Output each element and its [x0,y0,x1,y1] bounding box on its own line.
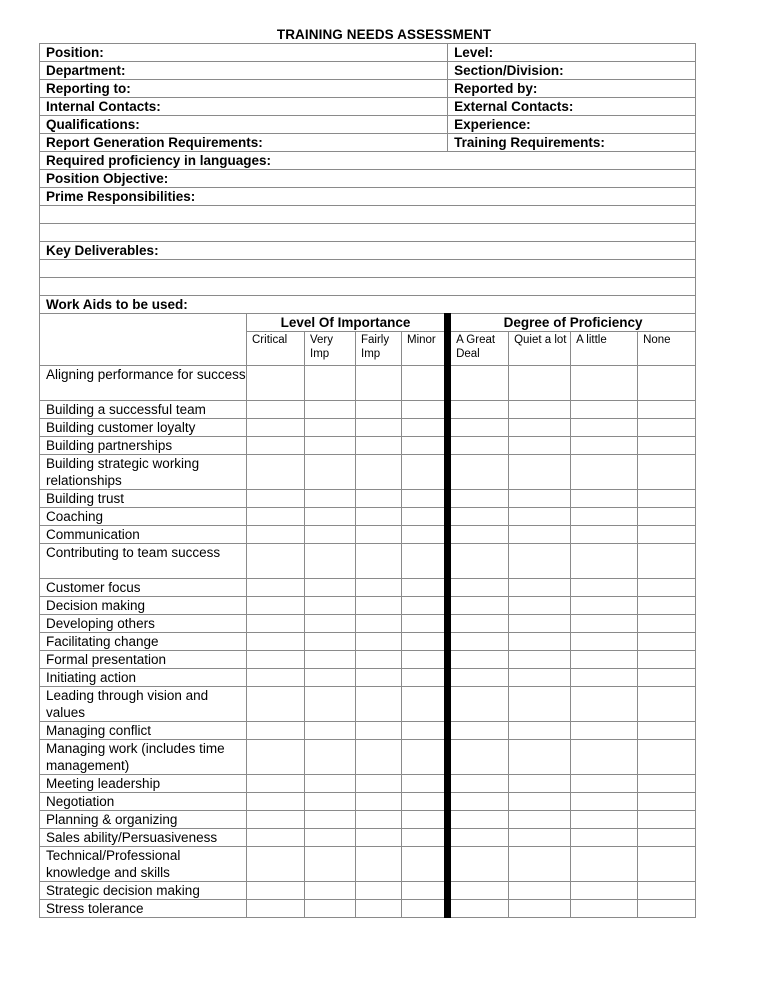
proficiency-rating-cell[interactable] [638,366,696,401]
proficiency-rating-cell[interactable] [638,793,696,811]
importance-rating-cell[interactable] [305,615,356,633]
proficiency-rating-cell[interactable] [571,722,638,740]
col-critical: Critical [247,332,305,366]
importance-rating-cell[interactable] [402,829,448,847]
proficiency-rating-cell[interactable] [509,669,571,687]
importance-rating-cell[interactable] [247,597,305,615]
proficiency-rating-cell[interactable] [571,775,638,793]
proficiency-rating-cell[interactable] [509,722,571,740]
importance-rating-cell[interactable] [247,579,305,597]
proficiency-rating-cell[interactable] [571,455,638,490]
proficiency-rating-cell[interactable] [448,597,509,615]
proficiency-rating-cell[interactable] [638,544,696,579]
col-minor: Minor [402,332,448,366]
proficiency-rating-cell[interactable] [509,811,571,829]
col-fairly-imp: Fairly Imp [356,332,402,366]
proficiency-rating-cell[interactable] [448,579,509,597]
proficiency-rating-cell[interactable] [448,775,509,793]
skill-label: Managing work (includes time management) [40,740,247,775]
degree-of-proficiency-header: Degree of Proficiency [448,314,696,332]
proficiency-rating-cell[interactable] [448,615,509,633]
col-quiet-a-lot: Quiet a lot [509,332,571,366]
importance-rating-cell[interactable] [402,579,448,597]
proficiency-rating-cell[interactable] [448,401,509,419]
proficiency-rating-cell[interactable] [638,722,696,740]
position-objective-field[interactable]: Position Objective: [40,170,696,188]
proficiency-rating-cell[interactable] [638,651,696,669]
proficiency-rating-cell[interactable] [448,508,509,526]
importance-rating-cell[interactable] [356,722,402,740]
proficiency-rating-cell[interactable] [571,829,638,847]
importance-rating-cell[interactable] [305,419,356,437]
proficiency-rating-cell[interactable] [571,419,638,437]
report-generation-field[interactable]: Report Generation Requirements: [40,134,448,152]
importance-rating-cell[interactable] [305,401,356,419]
importance-rating-cell[interactable] [356,615,402,633]
proficiency-rating-cell[interactable] [509,615,571,633]
importance-rating-cell[interactable] [305,651,356,669]
importance-rating-cell[interactable] [305,597,356,615]
importance-rating-cell[interactable] [402,544,448,579]
proficiency-rating-cell[interactable] [638,597,696,615]
proficiency-rating-cell[interactable] [571,508,638,526]
importance-rating-cell[interactable] [247,633,305,651]
proficiency-rating-cell[interactable] [571,687,638,722]
skill-row [40,740,696,775]
proficiency-rating-cell[interactable] [509,847,571,882]
proficiency-rating-cell[interactable] [509,651,571,669]
importance-rating-cell[interactable] [356,544,402,579]
importance-rating-cell[interactable] [247,651,305,669]
importance-rating-cell[interactable] [356,687,402,722]
importance-rating-cell[interactable] [305,579,356,597]
deliverables-blank-line[interactable] [40,278,696,296]
reporting-to-field[interactable]: Reporting to: [40,80,448,98]
importance-rating-cell[interactable] [305,544,356,579]
importance-rating-cell[interactable] [402,811,448,829]
importance-rating-cell[interactable] [402,669,448,687]
department-field[interactable]: Department: [40,62,448,80]
skill-label: Building trust [40,490,247,508]
importance-rating-cell[interactable] [305,633,356,651]
proficiency-rating-cell[interactable] [448,722,509,740]
proficiency-rating-cell[interactable] [448,651,509,669]
level-field[interactable]: Level: [448,44,696,62]
importance-rating-cell[interactable] [356,793,402,811]
importance-rating-cell[interactable] [247,437,305,455]
importance-rating-cell[interactable] [305,811,356,829]
skill-label: Stress tolerance [40,900,247,918]
responsibilities-blank-line[interactable] [40,224,696,242]
key-deliverables-field[interactable]: Key Deliverables: [40,242,696,260]
skill-row [40,669,696,687]
proficiency-rating-cell[interactable] [509,490,571,508]
skill-row [40,544,696,579]
work-aids-field[interactable]: Work Aids to be used: [40,296,696,314]
proficiency-rating-cell[interactable] [571,597,638,615]
proficiency-rating-cell[interactable] [638,633,696,651]
training-requirements-field[interactable]: Training Requirements: [448,134,696,152]
prime-responsibilities-field[interactable]: Prime Responsibilities: [40,188,696,206]
proficiency-rating-cell[interactable] [509,544,571,579]
importance-rating-cell[interactable] [247,793,305,811]
importance-rating-cell[interactable] [402,882,448,900]
importance-rating-cell[interactable] [402,526,448,544]
importance-rating-cell[interactable] [356,829,402,847]
importance-rating-cell[interactable] [402,793,448,811]
skill-row [40,633,696,651]
importance-rating-cell[interactable] [402,651,448,669]
skill-row [40,775,696,793]
skill-label: Decision making [40,597,247,615]
internal-contacts-field[interactable]: Internal Contacts: [40,98,448,116]
proficiency-rating-cell[interactable] [571,437,638,455]
proficiency-rating-cell[interactable] [448,882,509,900]
importance-rating-cell[interactable] [247,401,305,419]
proficiency-rating-cell[interactable] [571,526,638,544]
importance-rating-cell[interactable] [247,544,305,579]
skill-row [40,579,696,597]
proficiency-rating-cell[interactable] [448,687,509,722]
proficiency-rating-cell[interactable] [571,669,638,687]
proficiency-rating-cell[interactable] [509,455,571,490]
proficiency-rating-cell[interactable] [638,490,696,508]
proficiency-rating-cell[interactable] [509,882,571,900]
col-a-great-deal: A Great Deal [448,332,509,366]
skill-label: Communication [40,526,247,544]
importance-rating-cell[interactable] [356,366,402,401]
proficiency-rating-cell[interactable] [448,740,509,775]
proficiency-rating-cell[interactable] [448,811,509,829]
skill-label: Leading through vision and values [40,687,247,722]
proficiency-rating-cell[interactable] [638,900,696,918]
assessment-form-table [39,43,696,918]
importance-rating-cell[interactable] [356,882,402,900]
proficiency-rating-cell[interactable] [509,401,571,419]
importance-rating-cell[interactable] [402,401,448,419]
proficiency-rating-cell[interactable] [638,669,696,687]
proficiency-rating-cell[interactable] [448,437,509,455]
importance-rating-cell[interactable] [305,900,356,918]
proficiency-rating-cell[interactable] [638,829,696,847]
importance-rating-cell[interactable] [305,669,356,687]
deliverables-blank-line[interactable] [40,260,696,278]
skill-row [40,455,696,490]
skill-row [40,490,696,508]
importance-rating-cell[interactable] [305,366,356,401]
importance-rating-cell[interactable] [247,508,305,526]
skill-row [40,847,696,882]
importance-rating-cell[interactable] [247,847,305,882]
proficiency-rating-cell[interactable] [638,847,696,882]
skill-label: Building strategic working relationships [40,455,247,490]
col-none: None [638,332,696,366]
skill-row [40,508,696,526]
skill-label: Developing others [40,615,247,633]
importance-rating-cell[interactable] [402,633,448,651]
proficiency-rating-cell[interactable] [509,366,571,401]
position-field[interactable]: Position: [40,44,448,62]
proficiency-rating-cell[interactable] [571,811,638,829]
col-very-imp: Very Imp [305,332,356,366]
proficiency-rating-cell[interactable] [638,775,696,793]
importance-rating-cell[interactable] [356,455,402,490]
importance-rating-cell[interactable] [247,811,305,829]
skill-label: Contributing to team success [40,544,247,579]
skill-label: Strategic decision making [40,882,247,900]
proficiency-rating-cell[interactable] [571,490,638,508]
proficiency-rating-cell[interactable] [638,437,696,455]
skill-label: Formal presentation [40,651,247,669]
reported-by-field[interactable]: Reported by: [448,80,696,98]
skill-row [40,651,696,669]
proficiency-rating-cell[interactable] [571,615,638,633]
importance-rating-cell[interactable] [402,900,448,918]
skill-row [40,401,696,419]
skill-row [40,419,696,437]
info-row [40,44,696,62]
proficiency-rating-cell[interactable] [571,882,638,900]
skill-row [40,366,696,401]
importance-rating-cell[interactable] [402,722,448,740]
group-header-row [40,314,696,332]
importance-rating-cell[interactable] [402,597,448,615]
proficiency-rating-cell[interactable] [638,401,696,419]
skill-label: Building partnerships [40,437,247,455]
proficiency-rating-cell[interactable] [448,793,509,811]
page-title: TRAINING NEEDS ASSESSMENT [276,27,492,42]
importance-rating-cell[interactable] [356,508,402,526]
skill-label: Negotiation [40,793,247,811]
proficiency-rating-cell[interactable] [448,633,509,651]
importance-rating-cell[interactable] [247,722,305,740]
proficiency-rating-cell[interactable] [448,526,509,544]
importance-rating-cell[interactable] [402,490,448,508]
proficiency-rating-cell[interactable] [638,526,696,544]
proficiency-rating-cell[interactable] [448,490,509,508]
importance-rating-cell[interactable] [356,490,402,508]
skill-label: Coaching [40,508,247,526]
skill-row [40,687,696,722]
skill-row [40,900,696,918]
importance-rating-cell[interactable] [247,900,305,918]
proficiency-rating-cell[interactable] [448,900,509,918]
proficiency-rating-cell[interactable] [509,579,571,597]
proficiency-rating-cell[interactable] [448,829,509,847]
importance-rating-cell[interactable] [247,669,305,687]
importance-rating-cell[interactable] [305,722,356,740]
section-division-field[interactable]: Section/Division: [448,62,696,80]
proficiency-rating-cell[interactable] [509,775,571,793]
importance-rating-cell[interactable] [402,455,448,490]
level-of-importance-header: Level Of Importance [247,314,448,332]
importance-rating-cell[interactable] [247,419,305,437]
importance-rating-cell[interactable] [305,455,356,490]
responsibilities-blank-line[interactable] [40,206,696,224]
proficiency-rating-cell[interactable] [509,508,571,526]
importance-rating-cell[interactable] [247,740,305,775]
proficiency-rating-cell[interactable] [571,401,638,419]
proficiency-rating-cell[interactable] [509,526,571,544]
importance-rating-cell[interactable] [247,490,305,508]
skill-label: Meeting leadership [40,775,247,793]
info-row [40,62,696,80]
importance-rating-cell[interactable] [305,847,356,882]
importance-rating-cell[interactable] [356,419,402,437]
proficiency-rating-cell[interactable] [509,437,571,455]
info-row [40,80,696,98]
skill-row [40,793,696,811]
proficiency-rating-cell[interactable] [571,366,638,401]
importance-rating-cell[interactable] [305,882,356,900]
importance-rating-cell[interactable] [247,366,305,401]
skill-label: Aligning performance for success [40,366,247,401]
skill-row [40,829,696,847]
proficiency-rating-cell[interactable] [509,900,571,918]
importance-rating-cell[interactable] [402,775,448,793]
importance-rating-cell[interactable] [356,775,402,793]
importance-rating-cell[interactable] [247,455,305,490]
skill-label: Technical/Professional knowledge and skills [40,847,247,882]
proficiency-rating-cell[interactable] [509,793,571,811]
importance-rating-cell[interactable] [356,633,402,651]
proficiency-rating-cell[interactable] [448,544,509,579]
importance-rating-cell[interactable] [356,811,402,829]
importance-rating-cell[interactable] [305,490,356,508]
importance-rating-cell[interactable] [356,526,402,544]
importance-rating-cell[interactable] [402,366,448,401]
skill-row [40,722,696,740]
importance-rating-cell[interactable] [305,793,356,811]
skill-label: Sales ability/Persuasiveness [40,829,247,847]
proficiency-rating-cell[interactable] [571,740,638,775]
info-row [40,116,696,134]
experience-field[interactable]: Experience: [448,116,696,134]
importance-rating-cell[interactable] [356,401,402,419]
importance-rating-cell[interactable] [402,615,448,633]
importance-rating-cell[interactable] [305,775,356,793]
importance-rating-cell[interactable] [247,882,305,900]
skill-label: Planning & organizing [40,811,247,829]
proficiency-rating-cell[interactable] [448,669,509,687]
proficiency-rating-cell[interactable] [638,882,696,900]
importance-rating-cell[interactable] [247,775,305,793]
proficiency-rating-cell[interactable] [571,633,638,651]
importance-rating-cell[interactable] [356,900,402,918]
proficiency-rating-cell[interactable] [638,508,696,526]
proficiency-rating-cell[interactable] [638,811,696,829]
proficiency-rating-cell[interactable] [509,633,571,651]
proficiency-rating-cell[interactable] [571,793,638,811]
proficiency-rating-cell[interactable] [638,615,696,633]
proficiency-rating-cell[interactable] [509,687,571,722]
importance-rating-cell[interactable] [305,829,356,847]
importance-rating-cell[interactable] [305,740,356,775]
importance-rating-cell[interactable] [356,437,402,455]
importance-rating-cell[interactable] [247,526,305,544]
importance-rating-cell[interactable] [305,437,356,455]
skill-row [40,882,696,900]
col-a-little: A little [571,332,638,366]
proficiency-rating-cell[interactable] [448,455,509,490]
proficiency-rating-cell[interactable] [448,847,509,882]
importance-rating-cell[interactable] [356,579,402,597]
languages-field[interactable]: Required proficiency in languages: [40,152,696,170]
proficiency-rating-cell[interactable] [571,544,638,579]
proficiency-rating-cell[interactable] [448,366,509,401]
importance-rating-cell[interactable] [402,847,448,882]
skill-row [40,615,696,633]
proficiency-rating-cell[interactable] [638,687,696,722]
importance-rating-cell[interactable] [402,508,448,526]
proficiency-rating-cell[interactable] [571,900,638,918]
skill-label: Customer focus [40,579,247,597]
proficiency-rating-cell[interactable] [638,455,696,490]
skills-header-blank [40,314,247,366]
proficiency-rating-cell[interactable] [638,419,696,437]
importance-rating-cell[interactable] [247,687,305,722]
importance-rating-cell[interactable] [305,526,356,544]
importance-rating-cell[interactable] [402,437,448,455]
skill-row [40,597,696,615]
importance-rating-cell[interactable] [247,615,305,633]
form-body [40,44,696,918]
skill-row [40,526,696,544]
importance-rating-cell[interactable] [356,651,402,669]
importance-rating-cell[interactable] [402,687,448,722]
importance-rating-cell[interactable] [402,419,448,437]
proficiency-rating-cell[interactable] [638,740,696,775]
qualifications-field[interactable]: Qualifications: [40,116,448,134]
skill-row [40,437,696,455]
proficiency-rating-cell[interactable] [571,651,638,669]
importance-rating-cell[interactable] [356,597,402,615]
proficiency-rating-cell[interactable] [509,740,571,775]
skill-label: Initiating action [40,669,247,687]
proficiency-rating-cell[interactable] [509,597,571,615]
skill-label: Managing conflict [40,722,247,740]
importance-rating-cell[interactable] [356,847,402,882]
importance-rating-cell[interactable] [247,829,305,847]
importance-rating-cell[interactable] [305,508,356,526]
importance-rating-cell[interactable] [356,669,402,687]
skill-label: Facilitating change [40,633,247,651]
external-contacts-field[interactable]: External Contacts: [448,98,696,116]
proficiency-rating-cell[interactable] [638,579,696,597]
info-row [40,134,696,152]
skill-row [40,811,696,829]
skill-label: Building customer loyalty [40,419,247,437]
importance-rating-cell[interactable] [402,740,448,775]
proficiency-rating-cell[interactable] [571,847,638,882]
proficiency-rating-cell[interactable] [509,419,571,437]
importance-rating-cell[interactable] [305,687,356,722]
proficiency-rating-cell[interactable] [509,829,571,847]
proficiency-rating-cell[interactable] [448,419,509,437]
skill-label: Building a successful team [40,401,247,419]
info-row [40,98,696,116]
proficiency-rating-cell[interactable] [571,579,638,597]
importance-rating-cell[interactable] [356,740,402,775]
